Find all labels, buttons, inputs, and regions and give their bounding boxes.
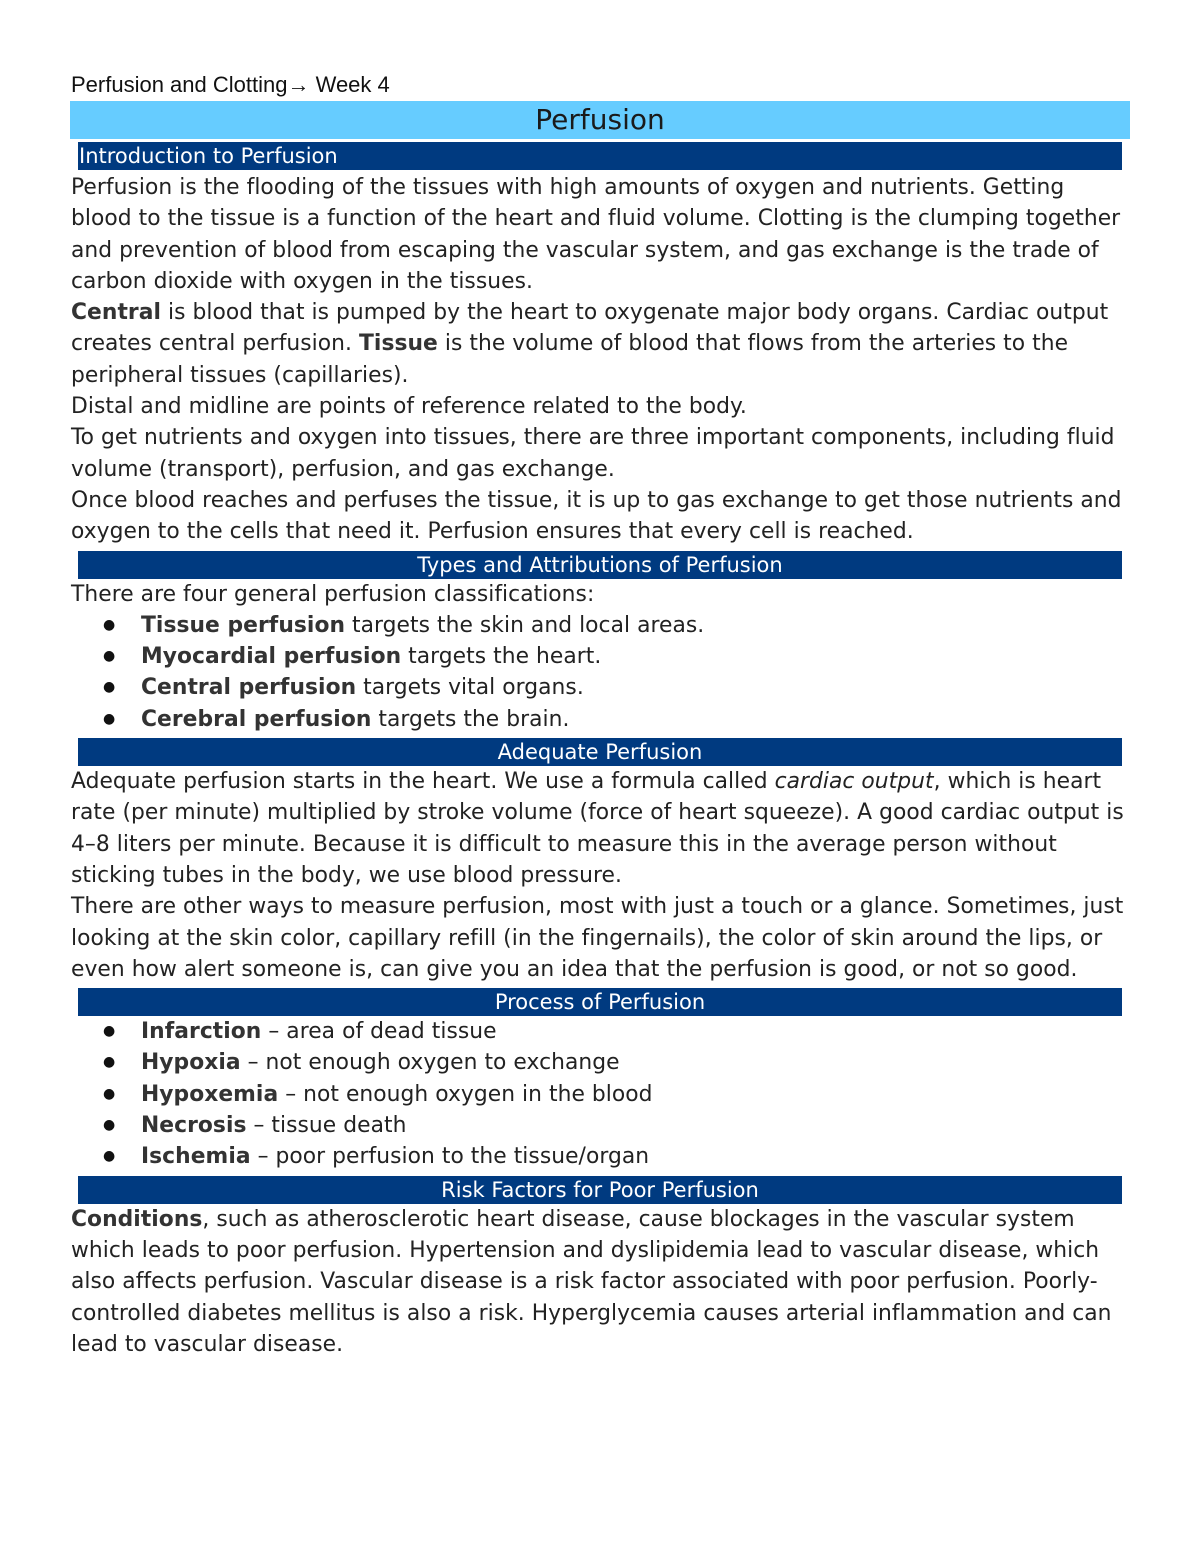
section-heading-adequate: Adequate Perfusion [78, 738, 1122, 766]
intro-paragraph-5: Once blood reaches and perfuses the tissue, it is up to gas exchange to get those nutrients and oxygen to the cells that need it. Perfusion ensures that every cell is reached. [71, 487, 1122, 545]
section-heading-risk: Risk Factors for Poor Perfusion [78, 1176, 1122, 1204]
list-item: ● Tissue perfusion targets the skin and local areas. [141, 610, 1129, 641]
term-cardiac-output: cardiac output [774, 769, 934, 795]
arrow-icon: → [287, 72, 310, 97]
term-conditions: Conditions [71, 1206, 203, 1232]
section-heading-types: Types and Attributions of Perfusion [78, 551, 1122, 579]
header-prefix: Perfusion and Clotting [71, 72, 288, 97]
types-list [71, 610, 1129, 735]
intro-paragraph-4: To get nutrients and oxygen into tissues, there are three important components, including fluid volume (transport), perfusion, and gas exchange. [71, 425, 1115, 482]
term-central: Central [71, 300, 161, 326]
document-header [71, 70, 1129, 100]
section-heading-process: Process of Perfusion [78, 988, 1122, 1016]
list-item: ● Hypoxemia – not enough oxygen in the blood [141, 1079, 1129, 1110]
list-item: ● Ischemia – poor perfusion to the tissue/organ [141, 1141, 1129, 1172]
intro-paragraph-2: Central is blood that is pumped by the heart to oxygenate major body organs. Cardiac output creates central perfusion. Tissue is the volume of blood that flows from the arteries to the peripheral tissues (capillaries). [71, 300, 1109, 388]
header-suffix: Week 4 [309, 72, 390, 97]
page-title: Perfusion [70, 101, 1130, 139]
list-item: ● Infarction – area of dead tissue [141, 1016, 1129, 1047]
list-item: ● Hypoxia – not enough oxygen to exchange [141, 1047, 1129, 1078]
intro-paragraph-3: Distal and midline are points of reference related to the body. [71, 394, 747, 420]
adequate-paragraph-2: There are other ways to measure perfusion, most with just a touch or a glance. Sometimes, just looking at the skin color, capillary refill (in the fingernails), the color of skin around the lips, or even how alert someone is, can give you an idea that the perfusion is good, or not so good. [71, 894, 1124, 982]
risk-paragraph: Conditions, such as atherosclerotic heart disease, cause blockages in the vascular system which leads to poor perfusion. Hypertension and dyslipidemia lead to vascular disease, which also affects perfusion. Vascular disease is a risk factor associated with poor perfusion. Poorly-controlled diabetes mellitus is also a risk. Hyperglycemia causes arterial inflammation and can lead to vascular disease. [71, 1206, 1112, 1357]
list-item: ● Central perfusion targets vital organs. [141, 672, 1129, 703]
term-tissue: Tissue [359, 331, 438, 357]
section-heading-introduction: Introduction to Perfusion [78, 142, 1122, 170]
intro-paragraph-1: Perfusion is the flooding of the tissues with high amounts of oxygen and nutrients. Getting blood to the tissue is a function of the heart and fluid volume. Clotting is the clumping together and prevention of blood from escaping the vascular system, and gas exchange is the trade of carbon dioxide with oxygen in the tissues. [71, 175, 1121, 294]
types-intro: There are four general perfusion classifications: [71, 581, 595, 607]
list-item: ● Myocardial perfusion targets the heart. [141, 641, 1129, 672]
adequate-paragraph-1: Adequate perfusion starts in the heart. We use a formula called cardiac output, which is heart rate (per minute) multiplied by stroke volume (force of heart squeeze). A good cardiac output is 4–8 liters per minute. Because it is difficult to measure this in the average person without sticking tubes in the body, we use blood pressure. [71, 769, 1124, 888]
process-list [71, 1016, 1129, 1172]
list-item: ● Necrosis – tissue death [141, 1110, 1129, 1141]
list-item: ● Cerebral perfusion targets the brain. [141, 704, 1129, 735]
